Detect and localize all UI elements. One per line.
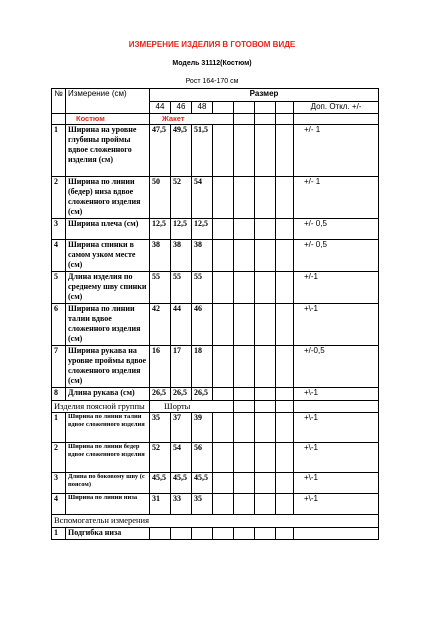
row-measure: Ширина по линии талии вдвое сложенного изделия (см) — [66, 304, 150, 346]
row-value-46: 17 — [171, 346, 192, 388]
row-value-44: 38 — [150, 240, 171, 272]
row-value-46: 38 — [171, 240, 192, 272]
row-value-48: 38 — [192, 240, 213, 272]
row-value-44: 55 — [150, 272, 171, 304]
table-row — [52, 219, 379, 240]
row-value-48: 35 — [192, 494, 213, 515]
header-measure: Измерение (см) — [66, 89, 150, 114]
row-value-48: 55 — [192, 272, 213, 304]
row-tolerance: +\-1 — [294, 494, 379, 515]
group-poyasnaya: Изделия поясной группы — [52, 401, 150, 413]
row-number: 6 — [52, 304, 66, 346]
row-tolerance: +/- 1 — [294, 125, 379, 177]
size-48: 48 — [192, 102, 213, 114]
row-value-46: 45,5 — [171, 473, 192, 494]
row-value-44: 52 — [150, 443, 171, 473]
row-value-46: 26,5 — [171, 388, 192, 401]
row-tolerance: +\-1 — [294, 473, 379, 494]
row-measure: Ширина спинки в самом узком месте (см) — [66, 240, 150, 272]
group-kostyum-row — [52, 114, 379, 125]
row-value-44: 26,5 — [150, 388, 171, 401]
row-value-44: 47,5 — [150, 125, 171, 177]
row-number: 3 — [52, 473, 66, 494]
table-row — [52, 240, 379, 272]
header-num: № — [52, 89, 66, 114]
row-measure: Длина рукава (см) — [66, 388, 150, 401]
row-tolerance: +/- 0,5 — [294, 219, 379, 240]
row-value-46: 37 — [171, 413, 192, 443]
row-tolerance: +\-1 — [294, 388, 379, 401]
row-tolerance: +\-1 — [294, 413, 379, 443]
row-value-44: 45,5 — [150, 473, 171, 494]
size-46: 46 — [171, 102, 192, 114]
row-value-44: 35 — [150, 413, 171, 443]
row-value-44: 31 — [150, 494, 171, 515]
table-row — [52, 473, 379, 494]
group-shorty: Шорты — [150, 401, 234, 413]
header-size: Размер — [150, 89, 379, 102]
row-measure: Ширина по линии бедер вдвое сложенного изделия — [66, 443, 150, 473]
row-value-46: 44 — [171, 304, 192, 346]
measurement-table — [51, 88, 379, 540]
row-measure: Подгибка низа — [66, 528, 150, 540]
row-measure: Ширина на уровне глубины проймы вдвое сложенного изделия (см) — [66, 125, 150, 177]
row-value-46: 54 — [171, 443, 192, 473]
row-number: 1 — [52, 413, 66, 443]
row-value-48: 18 — [192, 346, 213, 388]
row-number: 2 — [52, 177, 66, 219]
row-measure: Ширина по линии низа — [66, 494, 150, 515]
size-44: 44 — [150, 102, 171, 114]
row-value-46: 33 — [171, 494, 192, 515]
row-number: 1 — [52, 528, 66, 540]
row-measure: Длина по боковому шву (с поясом) — [66, 473, 150, 494]
row-value-44: 12,5 — [150, 219, 171, 240]
row-number: 4 — [52, 494, 66, 515]
group-auxiliary: Вспомогательн измерения — [52, 515, 379, 528]
row-number: 3 — [52, 219, 66, 240]
row-value-48: 54 — [192, 177, 213, 219]
group-poyasnaya-row — [52, 401, 379, 413]
row-value-46 — [171, 528, 192, 540]
row-number: 5 — [52, 272, 66, 304]
row-value-48: 46 — [192, 304, 213, 346]
row-tolerance: +/- 0,5 — [294, 240, 379, 272]
row-value-48: 56 — [192, 443, 213, 473]
header-tolerance: Доп. Откл. +/- — [294, 102, 379, 114]
row-tolerance: +/- 1 — [294, 177, 379, 219]
group-zhaket: Жакет — [150, 114, 234, 125]
row-value-48: 26,5 — [192, 388, 213, 401]
row-number: 1 — [52, 125, 66, 177]
row-measure: Длина изделия по среднему шву спинки (см) — [66, 272, 150, 304]
row-value-48 — [192, 528, 213, 540]
table-row — [52, 125, 379, 177]
row-number: 4 — [52, 240, 66, 272]
height-label: Рост 164-170 см — [185, 78, 239, 85]
row-value-48: 51,5 — [192, 125, 213, 177]
row-tolerance: +\-1 — [294, 443, 379, 473]
row-measure: Ширина по линии талии вдвое сложенного изделия — [66, 413, 150, 443]
row-value-46: 55 — [171, 272, 192, 304]
row-tolerance: +/-1 — [294, 272, 379, 304]
row-value-48: 39 — [192, 413, 213, 443]
row-measure: Ширина плеча (см) — [66, 219, 150, 240]
table-row — [52, 494, 379, 515]
table-row — [52, 346, 379, 388]
row-number: 2 — [52, 443, 66, 473]
table-row — [52, 177, 379, 219]
row-value-48: 12,5 — [192, 219, 213, 240]
row-value-46: 52 — [171, 177, 192, 219]
group-kostyum: Костюм — [66, 114, 150, 125]
row-value-44: 16 — [150, 346, 171, 388]
row-value-44: 50 — [150, 177, 171, 219]
row-value-48: 45,5 — [192, 473, 213, 494]
header-row — [52, 89, 379, 102]
row-tolerance: +\-1 — [294, 304, 379, 346]
row-tolerance: +/-0,5 — [294, 346, 379, 388]
row-measure: Ширина по линии (бедер) низа вдвое сложенного изделия (см) — [66, 177, 150, 219]
row-value-46: 12,5 — [171, 219, 192, 240]
row-value-44: 42 — [150, 304, 171, 346]
table-row — [52, 272, 379, 304]
row-value-44 — [150, 528, 171, 540]
group-auxiliary-row — [52, 515, 379, 528]
table-row — [52, 413, 379, 443]
table-row — [52, 388, 379, 401]
table-row — [52, 528, 379, 540]
table-row — [52, 443, 379, 473]
row-measure: Ширина рукава на уровне проймы вдвое сложенного изделия (см) — [66, 346, 150, 388]
model-label: Модель 31112(Костюм) — [172, 60, 252, 67]
row-tolerance — [294, 528, 379, 540]
row-number: 7 — [52, 346, 66, 388]
row-number: 8 — [52, 388, 66, 401]
document-title: ИЗМЕРЕНИЕ ИЗДЕЛИЯ В ГОТОВОМ ВИДЕ — [128, 40, 296, 49]
table-row — [52, 304, 379, 346]
row-value-46: 49,5 — [171, 125, 192, 177]
